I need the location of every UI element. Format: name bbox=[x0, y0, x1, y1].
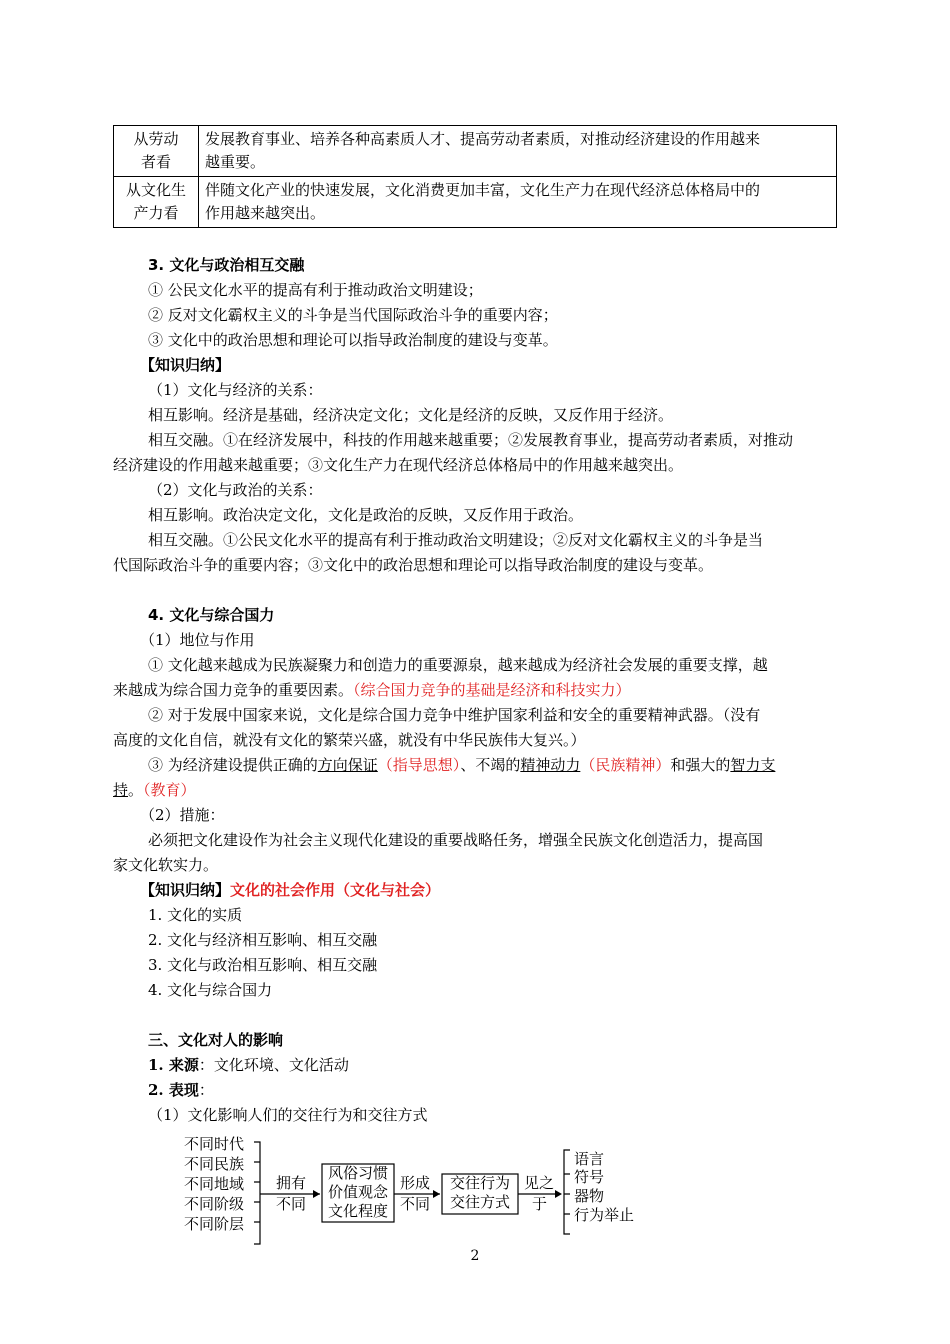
paragraph: （2）文化与政治的关系： bbox=[148, 481, 323, 499]
diagram-label: 交往方式 bbox=[450, 1193, 511, 1211]
section-heading: 3. 文化与政治相互交融 bbox=[148, 256, 305, 274]
summary-heading: 【知识归纳】文化的社会作用（文化与社会） bbox=[140, 881, 441, 899]
list-item: 3. 文化与政治相互影响、相互交融 bbox=[148, 956, 378, 974]
paragraph: 高度的文化自信，就没有文化的繁荣兴盛，就没有中华民族伟大复兴。） bbox=[113, 731, 586, 749]
paragraph: ① 公民文化水平的提高有利于推动政治文明建设； bbox=[148, 281, 483, 299]
diagram-label: 不同时代 bbox=[184, 1135, 245, 1153]
paragraph: 经济建设的作用越来越重要；③文化生产力在现代经济总体格局中的作用越来越突出。 bbox=[113, 456, 684, 474]
diagram-label: 不同阶层 bbox=[184, 1215, 245, 1233]
paragraph: ③ 为经济建设提供正确的方向保证（指导思想）、不竭的精神动力（民族精神）和强大的智力支 bbox=[148, 756, 776, 774]
table-row bbox=[114, 126, 837, 177]
paragraph: （1）文化与经济的关系： bbox=[148, 381, 323, 399]
diagram-label: 交往行为 bbox=[450, 1174, 511, 1192]
paragraph: 相互交融。①在经济发展中，科技的作用越来越重要；②发展教育事业，提高劳动者素质，对推动 bbox=[148, 431, 794, 449]
diagram-label: 不同 bbox=[400, 1195, 431, 1213]
diagram-label: 风俗习惯 bbox=[328, 1164, 389, 1182]
diagram-label: 于 bbox=[532, 1195, 548, 1213]
red-note: （指导思想） bbox=[377, 756, 461, 774]
subheading: （1）地位与作用 bbox=[140, 631, 255, 649]
paragraph: 2. 表现： bbox=[148, 1081, 214, 1099]
table-cell-heading: 从文化生 产力看 bbox=[114, 177, 199, 228]
list-item: 2. 文化与经济相互影响、相互交融 bbox=[148, 931, 378, 949]
subheading: （2）措施： bbox=[140, 806, 225, 824]
diagram-label: 行为举止 bbox=[574, 1206, 635, 1224]
diagram-label: 不同地域 bbox=[184, 1175, 245, 1193]
red-note: （综合国力竞争的基础是经济和科技实力） bbox=[353, 681, 631, 699]
paragraph: ② 反对文化霸权主义的斗争是当代国际政治斗争的重要内容； bbox=[148, 306, 558, 324]
paragraph: 持。（教育） bbox=[113, 781, 196, 799]
table-row bbox=[114, 177, 837, 228]
red-heading: 文化的社会作用（文化与社会） bbox=[230, 881, 441, 899]
chapter-heading: 三、文化对人的影响 bbox=[148, 1031, 284, 1049]
red-note: （民族精神） bbox=[580, 756, 671, 774]
diagram-label: 见之 bbox=[524, 1174, 555, 1192]
paragraph: 代国际政治斗争的重要内容；③文化中的政治思想和理论可以指导政治制度的建设与变革。 bbox=[113, 556, 714, 574]
diagram-label: 形成 bbox=[400, 1174, 431, 1192]
paragraph: 来越成为综合国力竞争的重要因素。（综合国力竞争的基础是经济和科技实力） bbox=[113, 681, 631, 699]
influence-diagram bbox=[170, 1130, 670, 1250]
underlined-term: 精神动力 bbox=[520, 756, 581, 774]
paragraph: ① 文化越来越成为民族凝聚力和创造力的重要源泉，越来越成为经济社会发展的重要支撑，越 bbox=[148, 656, 768, 674]
diagram-label: 器物 bbox=[574, 1187, 605, 1205]
diagram-label: 符号 bbox=[574, 1168, 605, 1186]
underlined-term: 方向保证 bbox=[317, 756, 378, 774]
diagram-label: 不同阶级 bbox=[184, 1195, 245, 1213]
underlined-term: 智力支 bbox=[730, 756, 776, 774]
paragraph: （1）文化影响人们的交往行为和交往方式 bbox=[148, 1106, 428, 1124]
comparison-table bbox=[113, 125, 837, 228]
table-cell-heading: 从劳动 者看 bbox=[114, 126, 199, 177]
underlined-term: 持 bbox=[113, 781, 129, 799]
diagram-label: 价值观念 bbox=[328, 1183, 389, 1201]
paragraph: 家文化软实力。 bbox=[113, 856, 219, 874]
table-cell-text: 伴随文化产业的快速发展，文化消费更加丰富，文化生产力在现代经济总体格局中的 作用越来越突出。 bbox=[199, 177, 837, 228]
summary-heading: 【知识归纳】 bbox=[140, 356, 231, 374]
diagram-label: 不同民族 bbox=[184, 1155, 245, 1173]
table-cell-text: 发展教育事业、培养各种高素质人才、提高劳动者素质，对推动经济建设的作用越来 越重要。 bbox=[199, 126, 837, 177]
list-item: 4. 文化与综合国力 bbox=[148, 981, 273, 999]
section-heading: 4. 文化与综合国力 bbox=[148, 606, 275, 624]
paragraph: 相互影响。政治决定文化，文化是政治的反映，又反作用于政治。 bbox=[148, 506, 584, 524]
paragraph: 必须把文化建设作为社会主义现代化建设的重要战略任务，增强全民族文化创造活力，提高国 bbox=[148, 831, 764, 849]
paragraph: 相互交融。①公民文化水平的提高有利于推动政治文明建设；②反对文化霸权主义的斗争是当 bbox=[148, 531, 764, 549]
diagram-label: 语言 bbox=[574, 1150, 605, 1168]
paragraph: 相互影响。经济是基础，经济决定文化；文化是经济的反映，又反作用于经济。 bbox=[148, 406, 674, 424]
list-item: 1. 文化的实质 bbox=[148, 906, 243, 924]
paragraph: ② 对于发展中国家来说，文化是综合国力竞争中维护国家利益和安全的重要精神武器。（没有 bbox=[148, 706, 761, 724]
paragraph: 1. 来源：文化环境、文化活动 bbox=[148, 1056, 349, 1074]
red-note: （教育） bbox=[143, 781, 196, 799]
diagram-label: 文化程度 bbox=[328, 1202, 389, 1220]
page-number: 2 bbox=[470, 1248, 480, 1264]
diagram-label: 拥有 bbox=[276, 1174, 307, 1192]
paragraph: ③ 文化中的政治思想和理论可以指导政治制度的建设与变革。 bbox=[148, 331, 558, 349]
diagram-label: 不同 bbox=[276, 1195, 307, 1213]
